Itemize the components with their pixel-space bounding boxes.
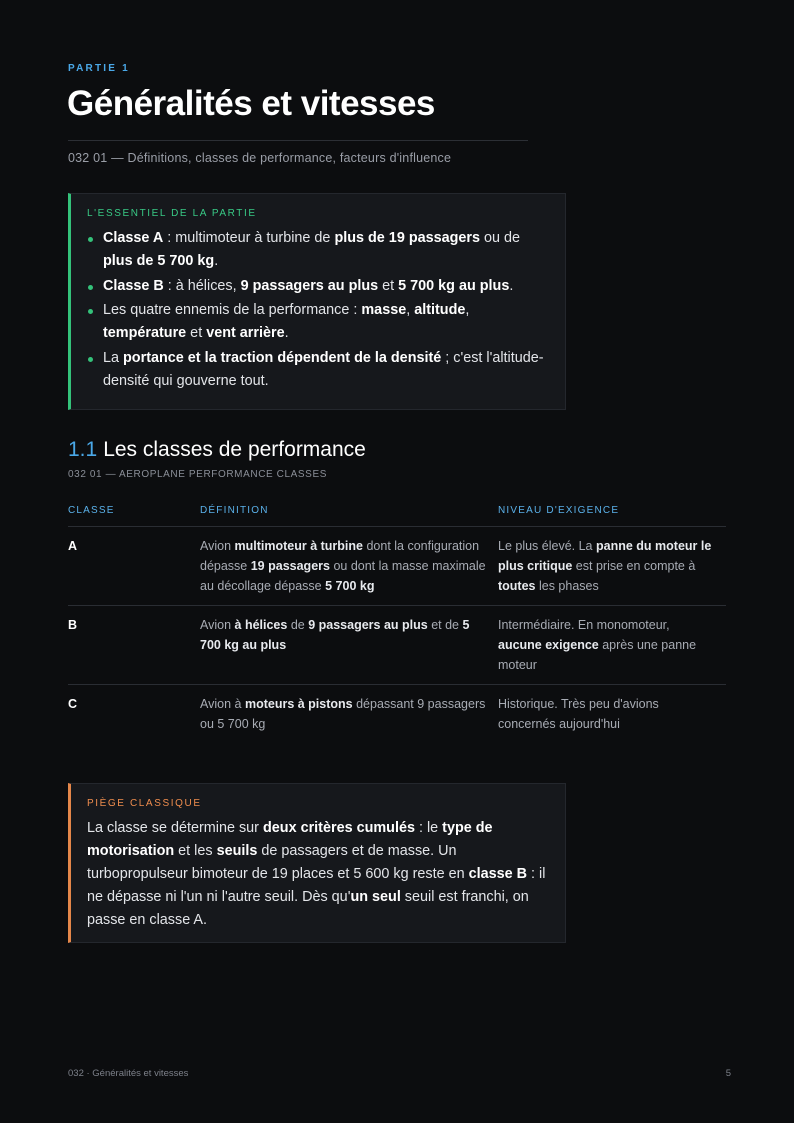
title-divider <box>68 140 528 141</box>
essentiel-callout <box>68 193 566 410</box>
emphasis-text: 9 passagers au plus <box>240 277 379 294</box>
definition-cell: Avion multimoteur à turbine dont la configuration dépasse 19 passagers ou dont la masse maximale au décollage dépasse 5 700 kg <box>200 527 498 606</box>
emphasis-text: masse <box>361 302 407 318</box>
essentiel-item <box>87 347 549 393</box>
emphasis-text: 5 700 kg au plus <box>200 618 470 652</box>
emphasis-text: seuils <box>216 843 258 859</box>
performance-classes-table <box>68 498 726 743</box>
emphasis-text: 9 passagers au plus <box>308 618 428 632</box>
emphasis-text: 5 700 kg <box>325 579 375 593</box>
table-row <box>68 685 726 744</box>
emphasis-text: toutes <box>498 579 536 593</box>
table-row <box>68 527 726 606</box>
page-number: 5 <box>725 1068 731 1079</box>
page-title: Généralités et vitesses <box>67 84 435 123</box>
essentiel-item <box>87 227 549 273</box>
essentiel-item-text: Classe A : multimoteur à turbine de plus de 19 passagers ou de plus de 5 700 kg. <box>103 230 521 269</box>
emphasis-text: un seul <box>350 889 401 905</box>
bullet-dot-icon <box>88 285 93 290</box>
bullet-dot-icon <box>88 237 93 242</box>
essentiel-list <box>87 227 549 393</box>
column-header-classe: CLASSE <box>68 498 200 527</box>
column-header-definition: DÉFINITION <box>200 498 498 527</box>
piege-callout <box>68 783 566 943</box>
emphasis-text: 19 passagers <box>250 559 330 573</box>
section-title: Les classes de performance <box>103 438 366 461</box>
emphasis-text: Classe A <box>103 230 164 246</box>
emphasis-text: vent arrière <box>206 325 285 341</box>
table-header-row <box>68 498 726 527</box>
emphasis-text: aucune exigence <box>498 638 599 652</box>
footer-running-title: 032 · Généralités et vitesses <box>68 1068 189 1079</box>
niveau-cell: Le plus élevé. La panne du moteur le plus critique est prise en compte à toutes les phases <box>498 527 726 606</box>
definition-cell: Avion à moteurs à pistons dépassant 9 passagers ou 5 700 kg <box>200 697 486 731</box>
essentiel-item-text: La portance et la traction dépendent de la densité ; c'est l'altitude-densité qui gouverne tout. <box>103 349 544 389</box>
emphasis-text: Classe B <box>103 277 164 294</box>
emphasis-text: plus de 5 700 kg <box>103 253 215 269</box>
niveau-cell: Historique. Très peu d'avions concernés aujourd'hui <box>498 697 659 731</box>
section-heading <box>68 438 366 462</box>
essentiel-item <box>87 275 549 298</box>
bullet-dot-icon <box>88 357 93 362</box>
class-cell: C <box>68 697 78 711</box>
emphasis-text: panne du moteur le plus critique <box>498 539 712 573</box>
table-row <box>68 606 726 685</box>
emphasis-text: classe B <box>468 866 527 882</box>
emphasis-text: altitude <box>414 302 466 318</box>
emphasis-text: multimoteur à turbine <box>234 539 363 553</box>
essentiel-label: L'ESSENTIEL DE LA PARTIE <box>87 208 257 219</box>
bullet-dot-icon <box>88 309 93 314</box>
essentiel-item <box>87 299 549 345</box>
emphasis-text: à hélices <box>234 618 288 632</box>
class-cell: A <box>68 527 200 606</box>
emphasis-text: portance et la traction dépendent de la densité <box>123 349 442 366</box>
part-eyebrow: PARTIE 1 <box>68 63 130 74</box>
section-number: 1.1 <box>68 438 98 461</box>
essentiel-item-text: Classe B : à hélices, 9 passagers au plus et 5 700 kg au plus. <box>103 277 514 294</box>
emphasis-text: deux critères cumulés <box>262 820 415 836</box>
niveau-cell: Intermédiaire. En monomoteur, aucune exigence après une panne moteur <box>498 606 726 685</box>
page-subtitle: 032 01 — Définitions, classes de performance, facteurs d'influence <box>68 151 452 165</box>
emphasis-text: moteurs à pistons <box>244 697 353 711</box>
essentiel-item-text: Les quatre ennemis de la performance : masse, altitude, température et vent arrière. <box>103 302 470 341</box>
piege-text: La classe se détermine sur deux critères cumulés : le type de motorisation et les seuils de passagers et de masse. Un turbopropulseur bimoteur de 19 places et 5 600 kg reste en classe B : il ne dépasse ni l'un ni l'autre seuil. Dès qu'un seul seuil est franchi, on passe en classe A. <box>87 820 546 928</box>
definition-cell: Avion à hélices de 9 passagers au plus et de 5 700 kg au plus <box>200 606 498 685</box>
emphasis-text: type de motorisation <box>87 820 493 859</box>
piege-label: PIÈGE CLASSIQUE <box>87 798 202 809</box>
emphasis-text: température <box>103 325 187 341</box>
emphasis-text: 5 700 kg au plus <box>398 277 510 294</box>
class-cell: B <box>68 606 200 685</box>
emphasis-text: plus de 19 passagers <box>334 230 481 246</box>
section-subtitle: 032 01 — AEROPLANE PERFORMANCE CLASSES <box>68 469 327 480</box>
column-header-niveau: NIVEAU D'EXIGENCE <box>498 498 726 527</box>
